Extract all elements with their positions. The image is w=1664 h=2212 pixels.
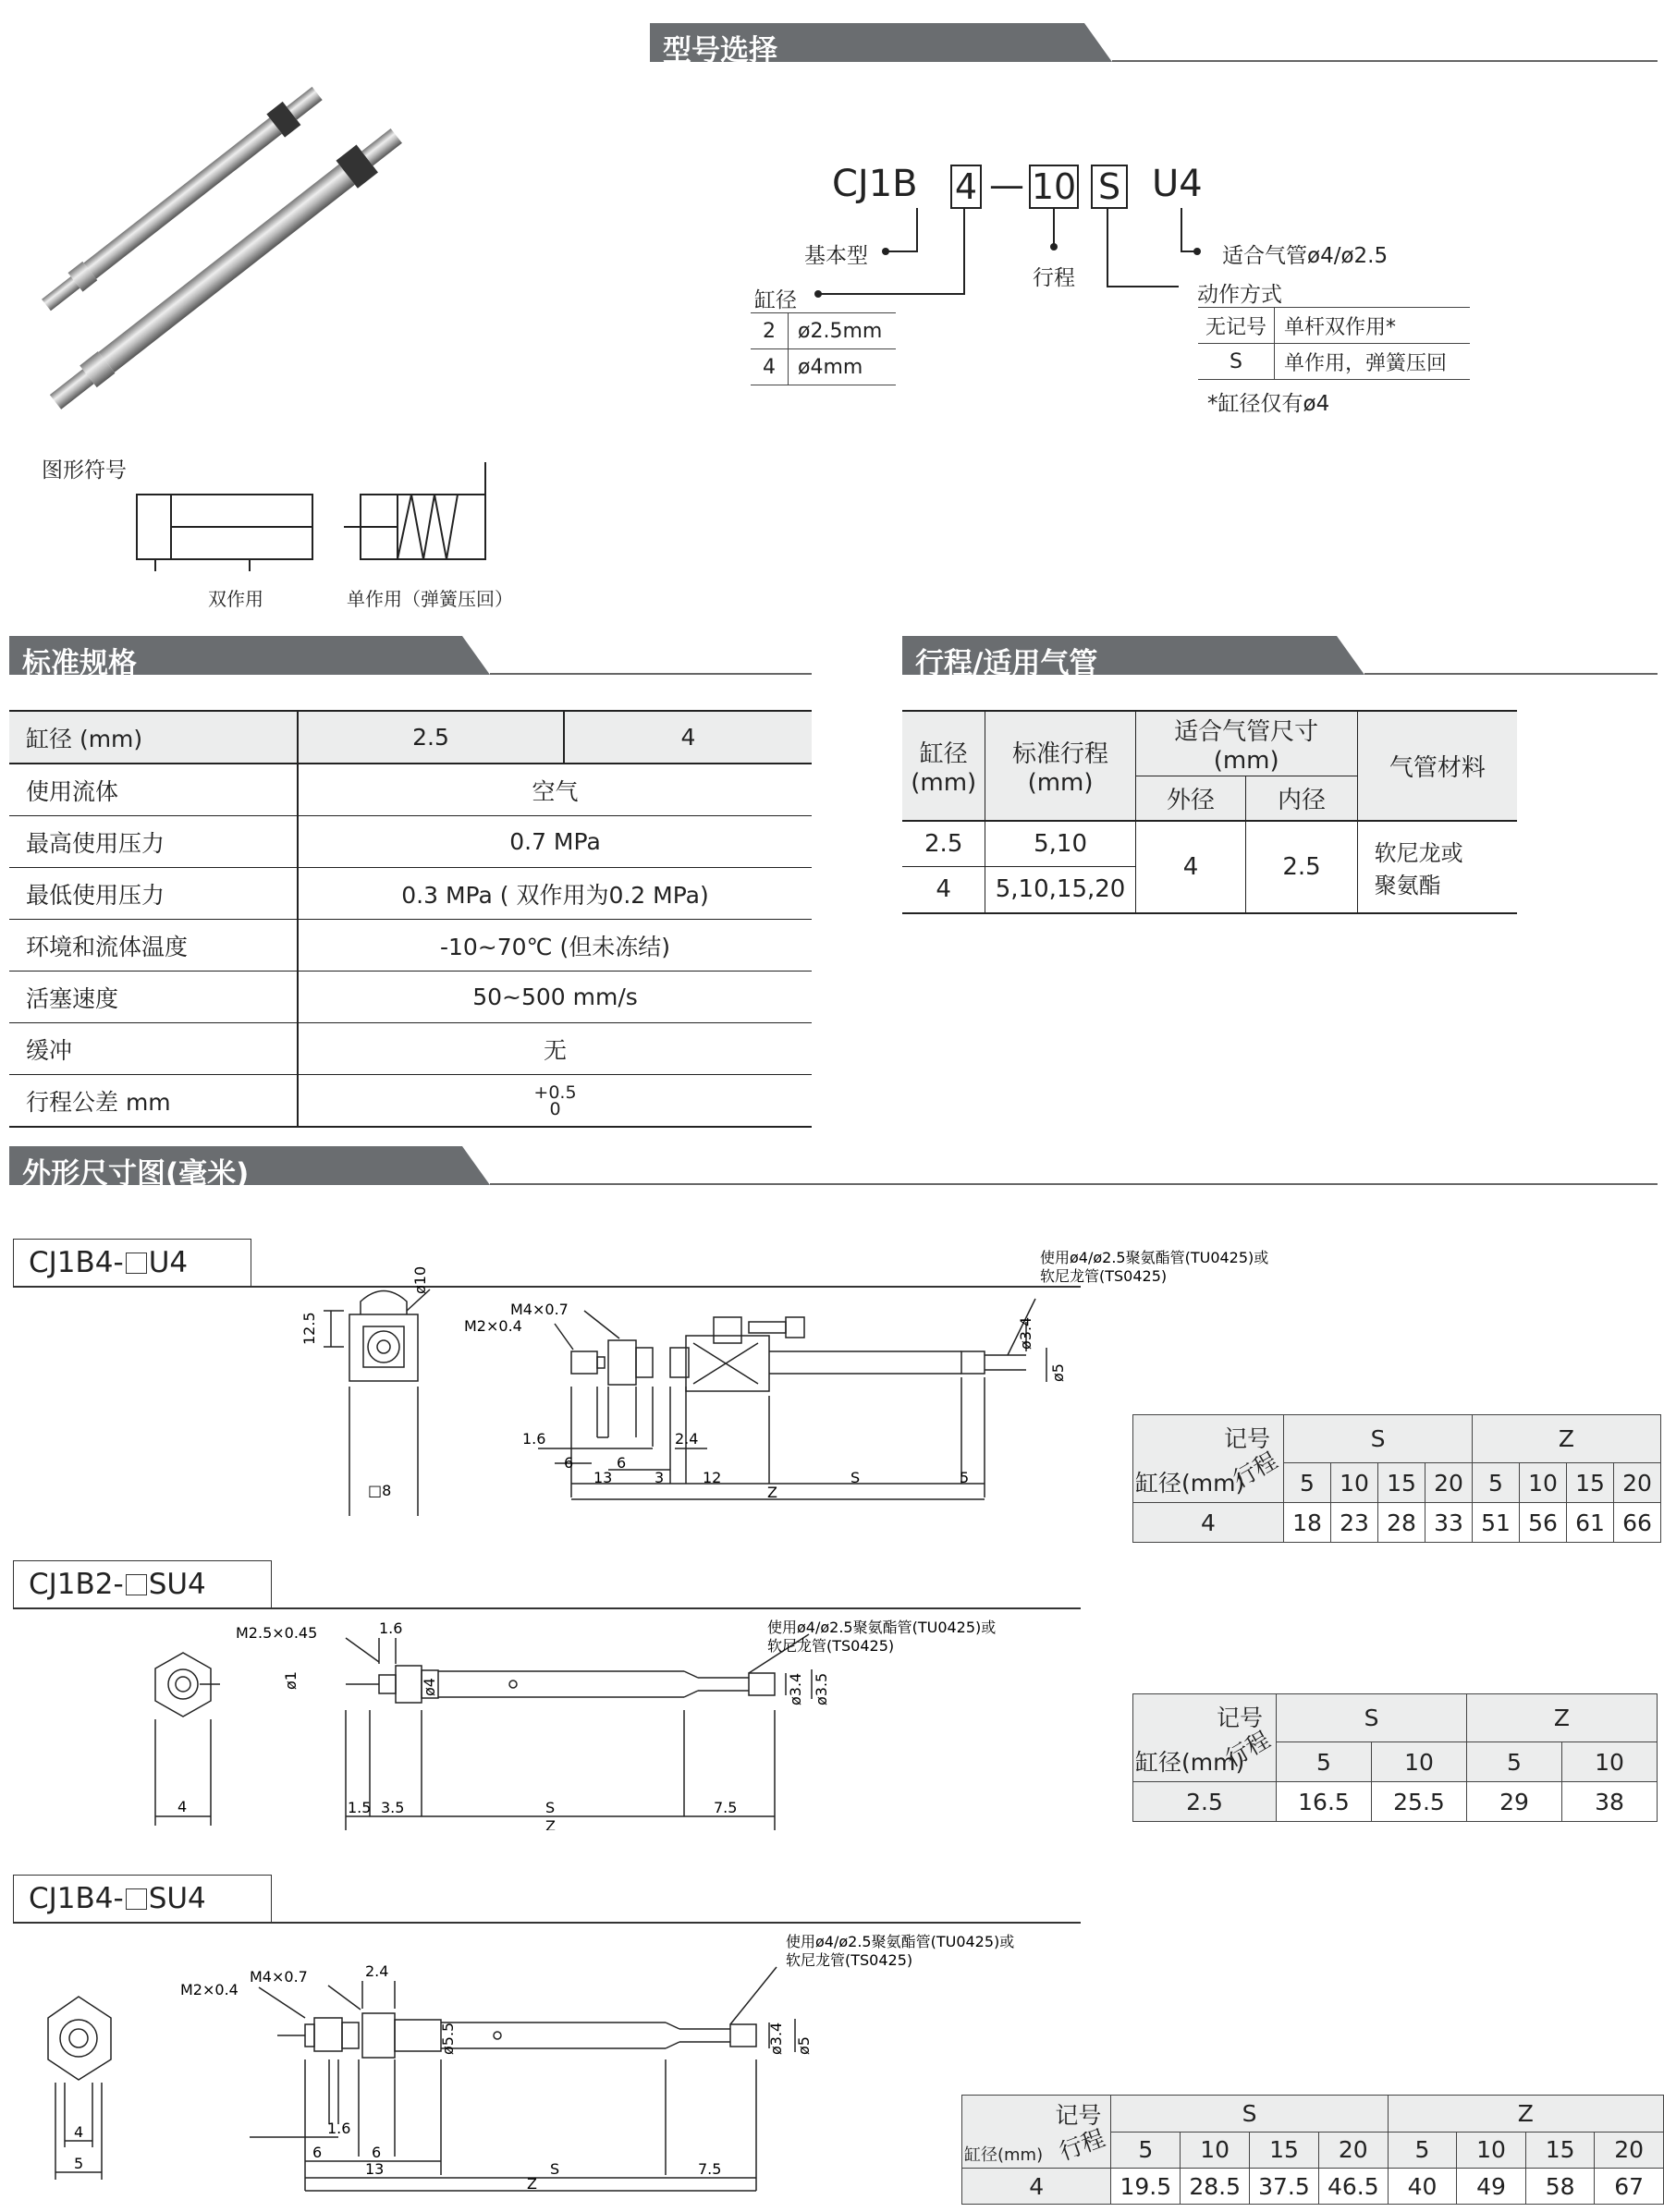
table-corner (1133, 1415, 1284, 1503)
spec-row-label: 行程公差 mm (9, 1075, 298, 1128)
dim-label: 软尼龙管(TS0425) (1040, 1267, 1168, 1285)
corner-bore: 缸径(mm) (1135, 1749, 1245, 1776)
dim-label: ø3.4 (787, 1672, 804, 1705)
dim-label: 2.4 (365, 1962, 389, 1980)
dim-label: □8 (368, 1482, 392, 1499)
dim-label: M2×0.4 (180, 1981, 239, 1998)
z-value: 58 (1525, 2169, 1595, 2205)
dim-label: M2×0.4 (464, 1317, 522, 1335)
dim-label: ø3.5 (813, 1672, 830, 1705)
section-title: 外形尺寸图(毫米) (22, 1157, 250, 1191)
stroke-cell: 10 (1372, 1742, 1467, 1782)
tube-id-value: 2.5 (1246, 821, 1357, 913)
z-value: 49 (1457, 2169, 1526, 2205)
dim-label: 软尼龙管(TS0425) (786, 1951, 913, 1969)
spec-row-label: 缓冲 (9, 1023, 298, 1075)
stroke-cell: 20 (1614, 1463, 1661, 1503)
action-note: *缸径仅有ø4 (1207, 392, 1330, 416)
th-od: 外径 (1135, 776, 1246, 821)
stroke-cell: 5 (1388, 2132, 1457, 2169)
stroke-cell: 10 (1181, 2132, 1250, 2169)
dim-label: 1.6 (327, 2120, 351, 2137)
dim-label: S (850, 1469, 861, 1486)
dim-label: ø5 (795, 2036, 813, 2055)
dim-label: 12.5 (300, 1312, 318, 1345)
corner-stroke: 行程 (1056, 2124, 1109, 2166)
dim-label: M4×0.7 (250, 1968, 308, 1986)
dim-label: 使用ø4/ø2.5聚氨酯管(TU0425)或 (767, 1619, 997, 1636)
product-photo (18, 46, 453, 416)
s-value: 16.5 (1277, 1782, 1372, 1822)
section-header-model (650, 23, 1658, 67)
spec-row-label: 最低使用压力 (9, 868, 298, 920)
spec-row-label: 最高使用压力 (9, 816, 298, 868)
stroke-code-box: 10 (1029, 165, 1079, 209)
z-value: 38 (1562, 1782, 1658, 1822)
model-tag-name: CJ1B2- (29, 1568, 124, 1601)
dim-label: 7.5 (698, 2160, 722, 2178)
z-value: 51 (1473, 1503, 1520, 1543)
stroke-label: 行程 (1033, 266, 1075, 290)
dim-label: 7.5 (714, 1799, 738, 1816)
dim-label: 软尼龙管(TS0425) (767, 1637, 895, 1655)
dim-label: S (545, 1799, 556, 1816)
dim-label: ø3.4 (1017, 1316, 1034, 1350)
section-title: 型号选择 (663, 34, 777, 67)
dim-label: 3 (655, 1469, 665, 1486)
dim-label: 使用ø4/ø2.5聚氨酯管(TU0425)或 (786, 1933, 1015, 1950)
corner-code: 记号 (1223, 1425, 1270, 1452)
tolerance-upper: +0.5 (533, 1082, 577, 1103)
spec-row-value: 空气 (298, 764, 812, 816)
bore-options-table (751, 312, 896, 385)
bore-cell: 4 (1133, 1503, 1284, 1543)
action-options-table (1198, 307, 1470, 380)
spec-row-value: 无 (298, 1023, 812, 1075)
stroke-cell: 5 (1277, 1742, 1372, 1782)
stroke-cell: 10 (1331, 1463, 1378, 1503)
model-tag (13, 1875, 272, 1923)
corner-bore: 缸径(mm) (964, 2145, 1044, 2165)
dim-label: 12 (703, 1469, 722, 1486)
stroke-cell: 10 (1457, 2132, 1526, 2169)
stroke-cell: 15 (1525, 2132, 1595, 2169)
dim-label: 6 (564, 1454, 574, 1472)
stroke-cell: 5 (1111, 2132, 1181, 2169)
s-value: 33 (1425, 1503, 1473, 1543)
stroke-cell: 20 (1318, 2132, 1388, 2169)
dim-label: 6 (312, 2144, 323, 2161)
bore-cell: 2.5 (1133, 1782, 1277, 1822)
stroke-cell: 5 (1467, 1742, 1562, 1782)
dim-label: ø3.4 (767, 2022, 785, 2055)
spec-row-value: -10~70℃ (但未冻结) (298, 920, 812, 972)
corner-code: 记号 (1055, 2102, 1102, 2129)
group-s: S (1284, 1415, 1473, 1463)
tube-row-bore: 2.5 (902, 821, 985, 867)
section-header-dims (9, 1146, 1658, 1191)
group-s: S (1111, 2096, 1388, 2133)
tube-row-stroke: 5,10,15,20 (985, 867, 1135, 913)
spec-row-value: 0.7 MPa (298, 816, 812, 868)
bore-option-value: ø4mm (789, 349, 897, 385)
model-dash: — (989, 165, 1024, 205)
th-stroke: 标准行程 (mm) (985, 711, 1135, 821)
s-value: 46.5 (1318, 2169, 1388, 2205)
tolerance-lower: 0 (549, 1098, 561, 1119)
stroke-placeholder-box (126, 1888, 147, 1910)
stroke-placeholder-box (126, 1253, 147, 1274)
model-tag-name: CJ1B4- (29, 1882, 124, 1915)
stroke-cell: 15 (1567, 1463, 1614, 1503)
group-z: Z (1473, 1415, 1661, 1463)
z-value: 66 (1614, 1503, 1661, 1543)
bore-option-code: 4 (751, 349, 789, 385)
corner-bore: 缸径(mm) (1135, 1470, 1245, 1497)
model-tag-suffix: SU4 (148, 1882, 206, 1915)
spec-header-bore-25: 2.5 (298, 711, 564, 764)
action-label: 动作方式 (1197, 283, 1282, 307)
tube-material-value: 软尼龙或 聚氨酯 (1357, 821, 1517, 913)
corner-stroke: 行程 (1228, 1447, 1282, 1494)
tube-row-stroke: 5,10 (985, 821, 1135, 867)
th-id: 内径 (1246, 776, 1357, 821)
model-suffix: U4 (1152, 163, 1203, 205)
stroke-cell: 5 (1473, 1463, 1520, 1503)
spec-row-value: 50~500 mm/s (298, 972, 812, 1023)
stroke-cell: 20 (1595, 2132, 1664, 2169)
dim-label: 2.4 (675, 1430, 699, 1448)
s-value: 19.5 (1111, 2169, 1181, 2205)
stroke-tube-table (902, 710, 1517, 914)
dim-label: 6 (617, 1454, 627, 1472)
symbols-title: 图形符号 (42, 458, 127, 483)
table-corner (1133, 1694, 1277, 1782)
action-option-code: 无记号 (1198, 308, 1275, 344)
model-tag-suffix: SU4 (148, 1568, 206, 1601)
dim-label: Z (545, 1817, 556, 1830)
group-z: Z (1388, 2096, 1663, 2133)
pneumatic-symbols (129, 462, 536, 573)
dim-label: 1.5 (348, 1799, 372, 1816)
dimension-drawing (102, 1618, 1072, 1830)
bore-label: 缸径 (754, 288, 797, 312)
z-value: 61 (1567, 1503, 1614, 1543)
bore-option-code: 2 (751, 313, 789, 349)
bore-option-value: ø2.5mm (789, 313, 897, 349)
spec-row-value: 0.3 MPa ( 双作用为0.2 MPa) (298, 868, 812, 920)
stroke-cell: 10 (1562, 1742, 1658, 1782)
s-value: 28 (1378, 1503, 1425, 1543)
section-header-stroke (902, 636, 1658, 680)
z-value: 40 (1388, 2169, 1457, 2205)
bore-cell: 4 (962, 2169, 1111, 2205)
dim-label: ø5.5 (439, 2022, 457, 2055)
th-bore: 缸径 (mm) (902, 711, 985, 821)
z-value: 67 (1595, 2169, 1664, 2205)
symbol-single-label: 单作用（弹簧压回） (347, 588, 513, 610)
s-value: 18 (1284, 1503, 1331, 1543)
dim-label: S (550, 2160, 560, 2178)
stroke-cell: 5 (1284, 1463, 1331, 1503)
spec-header-bore: 缸径 (mm) (9, 711, 298, 764)
corner-stroke: 行程 (1220, 1726, 1275, 1773)
dim-label: ø5 (1049, 1363, 1067, 1382)
dim-label: Z (767, 1484, 777, 1501)
basic-type-label: 基本型 (804, 244, 868, 268)
th-tube: 适合气管尺寸 (mm) (1135, 711, 1357, 776)
tube-od-value: 4 (1135, 821, 1246, 913)
dim-label: 3.5 (381, 1799, 405, 1816)
dim-label: 13 (593, 1469, 613, 1486)
table-corner (962, 2096, 1111, 2169)
spec-row-label: 环境和流体温度 (9, 920, 298, 972)
dim-label: 5 (960, 1469, 970, 1486)
dimension-drawing (28, 1930, 1091, 2207)
spec-row-label: 使用流体 (9, 764, 298, 816)
dim-label: ø1 (282, 1671, 300, 1690)
symbol-double-label: 双作用 (208, 588, 263, 610)
dimension-table-3 (961, 2095, 1664, 2205)
dim-label: M4×0.7 (510, 1301, 569, 1318)
spec-row-label: 活塞速度 (9, 972, 298, 1023)
dimension-table-1 (1132, 1414, 1661, 1543)
s-value: 25.5 (1372, 1782, 1467, 1822)
z-value: 56 (1520, 1503, 1567, 1543)
s-value: 28.5 (1181, 2169, 1250, 2205)
corner-code: 记号 (1216, 1705, 1263, 1731)
spec-table (9, 710, 812, 1128)
bore-code-box: 4 (950, 165, 982, 209)
s-value: 23 (1331, 1503, 1378, 1543)
dim-label: 1.6 (522, 1430, 546, 1448)
dim-label: 1.6 (379, 1619, 403, 1637)
section-title: 行程/适用气管 (915, 647, 1098, 680)
model-tag-name: CJ1B4- (29, 1246, 124, 1279)
action-option-code: S (1198, 344, 1275, 380)
dim-label: 4 (74, 2123, 84, 2141)
action-code-box: S (1091, 165, 1128, 209)
action-option-value: 单杆双作用* (1275, 308, 1471, 344)
dim-label: ø4 (421, 1678, 438, 1696)
section-header-spec (9, 636, 812, 680)
spec-header-bore-4: 4 (564, 711, 812, 764)
stroke-tolerance (298, 1075, 812, 1128)
section-title: 标准规格 (22, 647, 137, 680)
dim-label: 6 (372, 2144, 382, 2161)
stroke-cell: 10 (1520, 1463, 1567, 1503)
stroke-cell: 20 (1425, 1463, 1473, 1503)
tube-label: 适合气管ø4/ø2.5 (1222, 244, 1389, 268)
group-s: S (1277, 1694, 1467, 1742)
group-z: Z (1467, 1694, 1658, 1742)
dim-label: ø10 (411, 1265, 429, 1294)
model-tag (13, 1560, 272, 1608)
model-tag (13, 1239, 251, 1287)
dim-label: 使用ø4/ø2.5聚氨酯管(TU0425)或 (1040, 1249, 1269, 1266)
stroke-cell: 15 (1250, 2132, 1319, 2169)
dim-label: 5 (74, 2155, 84, 2172)
th-material: 气管材料 (1357, 711, 1517, 821)
stroke-placeholder-box (126, 1574, 147, 1595)
dim-label: 4 (177, 1798, 188, 1815)
stroke-cell: 15 (1378, 1463, 1425, 1503)
dim-label: 13 (365, 2160, 385, 2178)
model-tag-suffix: U4 (148, 1246, 189, 1279)
z-value: 29 (1467, 1782, 1562, 1822)
model-prefix: CJ1B (832, 163, 918, 205)
tube-row-bore: 4 (902, 867, 985, 913)
s-value: 37.5 (1250, 2169, 1319, 2205)
dimension-table-2 (1132, 1693, 1658, 1822)
dim-label: Z (527, 2175, 537, 2193)
dim-label: M2.5×0.45 (236, 1624, 318, 1642)
action-option-value: 单作用，弹簧压回 (1275, 344, 1471, 380)
